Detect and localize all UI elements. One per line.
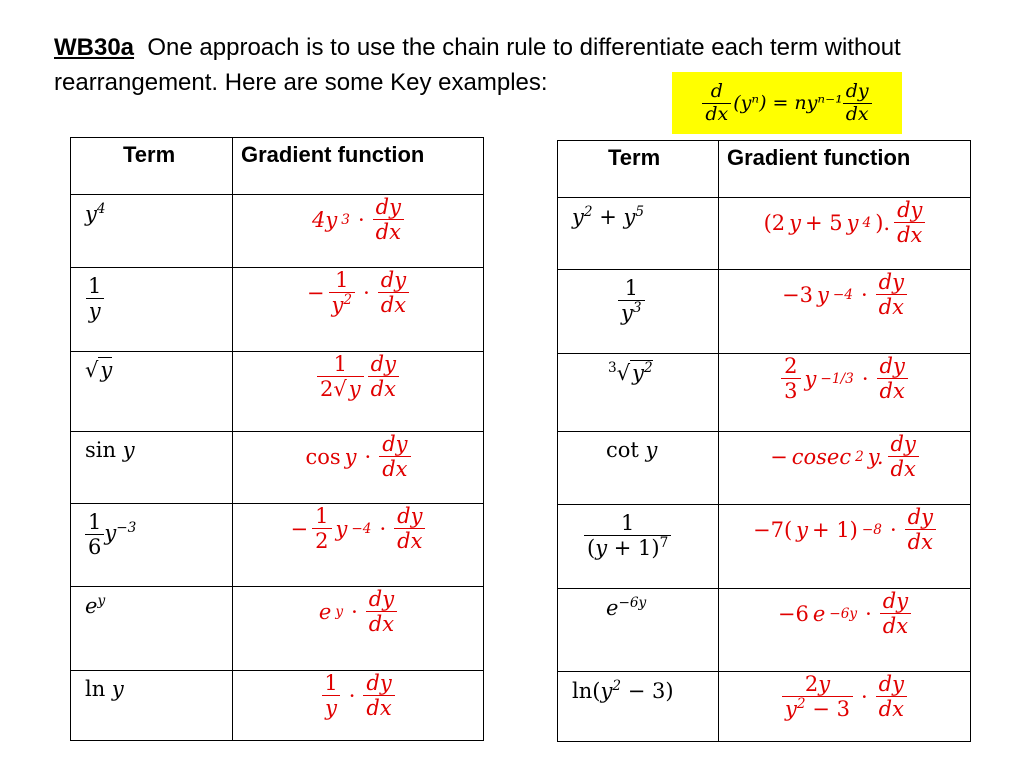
left-derivative-table — [70, 137, 484, 741]
term-cell: $\frac{1}{y}$ — [71, 268, 233, 352]
gradient-cell: −7( y + 1) −8 · $\frac{dy}{dx}$ — [719, 505, 971, 589]
table-row — [71, 587, 484, 671]
table-row — [558, 505, 971, 589]
gradient-cell: (2 y + 5 y 4 ). $\frac{dy}{dx}$ — [719, 198, 971, 270]
table-row — [71, 432, 484, 504]
term-cell: $\ln(y^2 - 3)$ — [558, 672, 719, 742]
gradient-cell: $\frac{2}{3}$ y −1/3 · $\frac{dy}{dx}$ — [719, 354, 971, 432]
gradient-cell: $\frac{1}{y}$ · $\frac{dy}{dx}$ — [233, 671, 484, 741]
term-cell: $y^4$ — [71, 195, 233, 268]
gradient-cell: −3 y −4 · $\frac{dy}{dx}$ — [719, 270, 971, 354]
formula-rhs: nyⁿ⁻¹ — [794, 92, 843, 114]
table-row — [71, 268, 484, 352]
table-row — [558, 354, 971, 432]
term-cell: $\frac{1}{(y + 1)^7}$ — [558, 505, 719, 589]
formula-equals: = — [772, 92, 789, 114]
formula-derivative-operator: $\frac{d}{dx}$ — [702, 81, 731, 126]
gradient-cell: $\frac{2y}{y^2 - 3}$ · $\frac{dy}{dx}$ — [719, 672, 971, 742]
gradient-cell: −6 e −6y · $\frac{dy}{dx}$ — [719, 589, 971, 672]
left-header-term: Term — [71, 138, 233, 195]
gradient-cell: $\frac{1}{2√y}$ $\frac{dy}{dx}$ — [233, 352, 484, 432]
gradient-cell: − $\frac{1}{2}$ y −4 · $\frac{dy}{dx}$ — [233, 504, 484, 587]
term-cell: $^3√y^2$ — [558, 354, 719, 432]
right-derivative-table — [557, 140, 971, 742]
term-cell: $y^2 + y^5$ — [558, 198, 719, 270]
term-cell: ln y — [71, 671, 233, 741]
gradient-cell: e y · $\frac{dy}{dx}$ — [233, 587, 484, 671]
term-cell: √y — [71, 352, 233, 432]
table-row — [71, 352, 484, 432]
term-cell: cot y — [558, 432, 719, 505]
term-cell: $e^y$ — [71, 587, 233, 671]
table-row — [558, 270, 971, 354]
formula-argument: (yⁿ) — [733, 92, 767, 114]
term-cell: $\frac{1}{y^3}$ — [558, 270, 719, 354]
table-row — [558, 589, 971, 672]
table-row — [71, 504, 484, 587]
gradient-cell: cos y · $\frac{dy}{dx}$ — [233, 432, 484, 504]
intro-sentence: One approach is to use the chain rule to differentiate each term without rearrangement. Here are some Key examples: — [54, 34, 901, 96]
term-cell: $\frac{1}{6}$ $y^{-3}$ — [71, 504, 233, 587]
worksheet-tag: WB30a — [54, 34, 135, 61]
table-row — [71, 671, 484, 741]
table-row — [558, 432, 971, 505]
term-cell: sin y — [71, 432, 233, 504]
table-row — [558, 198, 971, 270]
gradient-cell: − cosec 2 y. $\frac{dy}{dx}$ — [719, 432, 971, 505]
key-formula — [672, 72, 902, 134]
table-row — [71, 195, 484, 268]
term-cell: $e^{-6y}$ — [558, 589, 719, 672]
right-header-term: Term — [558, 141, 719, 198]
table-row — [558, 672, 971, 742]
left-header-gradient: Gradient function — [233, 138, 484, 195]
right-header-gradient: Gradient function — [719, 141, 971, 198]
gradient-cell: 4y 3 · $\frac{dy}{dx}$ — [233, 195, 484, 268]
gradient-cell: − $\frac{1}{y^2}$ · $\frac{dy}{dx}$ — [233, 268, 484, 352]
formula-dy-dx: $\frac{dy}{dx}$ — [843, 81, 872, 126]
